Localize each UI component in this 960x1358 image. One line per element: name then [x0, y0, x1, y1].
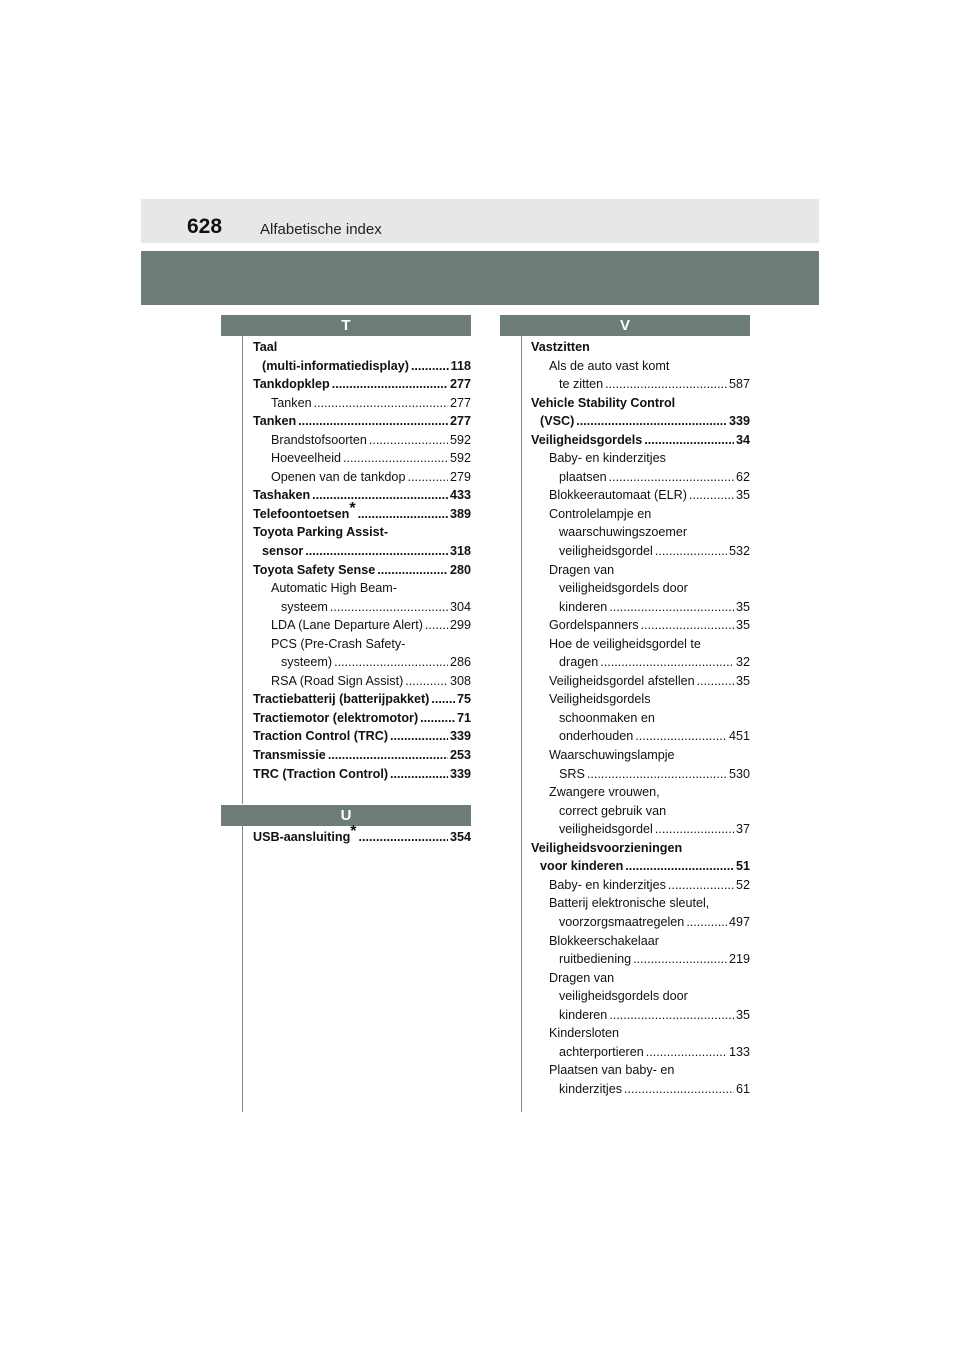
index-subentry: RSA (Road Sign Assist) ..... 308: [253, 672, 471, 691]
index-subentry: Baby- en kinderzitjes ..... 52: [531, 876, 750, 895]
index-entry: Vastzitten: [531, 340, 590, 354]
index-subentry: Veiligheidsgordel afstellen ..... 35: [531, 672, 750, 691]
index-subentry: Blokkeerautomaat (ELR) ..... 35: [531, 486, 750, 505]
index-subentry: kinderzitjes ..... 61: [531, 1080, 750, 1099]
index-subentry: Waarschuwingslampje: [549, 748, 675, 763]
index-subentry: Dragen van: [549, 970, 615, 985]
section-header-u: U: [221, 805, 471, 826]
index-entry: Telefoontoetsen* ..... 389: [253, 505, 471, 524]
column-rule-v: [521, 336, 522, 1112]
index-subentry: Dragen van: [549, 562, 615, 577]
section-header-t: T: [221, 315, 471, 336]
index-entry: Tractiemotor (elektromotor) ..... 71: [253, 709, 471, 728]
page-number: 628: [187, 215, 223, 238]
index-subentry: Plaatsen van baby- en: [549, 1063, 675, 1078]
index-subentry: Tanken ..... 277: [253, 394, 471, 413]
index-entry: Vehicle Stability Control: [531, 395, 676, 410]
index-subentry: onderhouden ..... 451: [531, 727, 750, 746]
index-subentry: Brandstofsoorten ..... 592: [253, 431, 471, 450]
footnote-star: *: [350, 823, 357, 840]
index-entry: sensor ..... 318: [253, 542, 471, 561]
index-entry: voor kinderen ..... 51: [531, 857, 750, 876]
index-entry: Tashaken ..... 433: [253, 486, 471, 505]
index-subentry: plaatsen ..... 62: [531, 468, 750, 487]
index-subentry: systeem) ..... 286: [253, 653, 471, 672]
header-title: Alfabetische index: [260, 221, 382, 238]
index-subentry: Openen van de tankdop ..... 279: [253, 468, 471, 487]
index-subentry: PCS (Pre-Crash Safety-: [271, 636, 406, 651]
index-entry: (multi-informatiedisplay) ..... 118: [253, 357, 471, 376]
index-entry: Transmissie ..... 253: [253, 746, 471, 765]
index-entry: Toyota Safety Sense ..... 280: [253, 561, 471, 580]
index-subentry: achterportieren ..... 133: [531, 1043, 750, 1062]
index-subentry: schoonmaken en: [559, 710, 655, 725]
footnote-star: *: [349, 499, 356, 517]
index-subentry: veiligheidsgordels door: [559, 989, 688, 1004]
index-subentry: kinderen ..... 35: [531, 598, 750, 617]
index-entry: Tanken ..... 277: [253, 412, 471, 431]
index-entry: Traction Control (TRC) ..... 339: [253, 727, 471, 746]
index-subentry: waarschuwingszoemer: [559, 525, 688, 540]
index-subentry: ruitbediening ..... 219: [531, 950, 750, 969]
index-subentry: kinderen ..... 35: [531, 1006, 750, 1025]
index-subentry: Veiligheidsgordels: [549, 692, 651, 707]
index-subentry: Gordelspanners ..... 35: [531, 616, 750, 635]
index-subentry: Blokkeerschakelaar: [549, 933, 659, 948]
index-subentry: LDA (Lane Departure Alert) ..... 299: [253, 616, 471, 635]
index-column-t: [253, 338, 471, 783]
index-entry: Tankdopklep ..... 277: [253, 375, 471, 394]
index-subentry: Hoe de veiligheidsgordel te: [549, 636, 701, 651]
index-subentry: Batterij elektronische sleutel,: [549, 896, 710, 911]
index-subentry: veiligheidsgordel ..... 532: [531, 542, 750, 561]
index-column-v: [531, 338, 750, 1098]
index-subentry: dragen ..... 32: [531, 653, 750, 672]
index-subentry: correct gebruik van: [559, 803, 667, 818]
index-subentry: veiligheidsgordels door: [559, 581, 688, 596]
index-subentry: systeem ..... 304: [253, 598, 471, 617]
index-subentry: veiligheidsgordel ..... 37: [531, 820, 750, 839]
index-entry: USB-aansluiting* ..... 354: [253, 828, 471, 847]
section-header-v: V: [500, 315, 750, 336]
index-subentry: Als de auto vast komt: [549, 358, 670, 373]
column-rule-t: [242, 336, 243, 804]
index-subentry: Automatic High Beam-: [271, 581, 397, 596]
index-entry: Veiligheidsgordels ..... 34: [531, 431, 750, 450]
index-entry: Veiligheidsvoorzieningen: [531, 840, 683, 855]
column-rule-u: [242, 826, 243, 1112]
index-subentry: Zwangere vrouwen,: [549, 785, 660, 800]
index-subentry: voorzorgsmaatregelen ..... 497: [531, 913, 750, 932]
index-subentry: SRS ..... 530: [531, 765, 750, 784]
index-entry: Taal: [253, 340, 278, 354]
index-column-u: [253, 823, 471, 847]
index-entry: Toyota Parking Assist-: [253, 525, 389, 540]
index-entry: Tractiebatterij (batterijpakket) ..... 75: [253, 690, 471, 709]
index-subentry: te zitten ..... 587: [531, 375, 750, 394]
index-subentry: Controlelampje en: [549, 506, 652, 521]
index-subentry: Hoeveelheid ..... 592: [253, 449, 471, 468]
index-entry: (VSC) ..... 339: [531, 412, 750, 431]
page-header: [141, 199, 819, 243]
index-entry: TRC (Traction Control) ..... 339: [253, 765, 471, 784]
index-subentry: Kindersloten: [549, 1026, 620, 1041]
header-band: [141, 251, 819, 305]
index-subentry: Baby- en kinderzitjes: [549, 451, 666, 466]
